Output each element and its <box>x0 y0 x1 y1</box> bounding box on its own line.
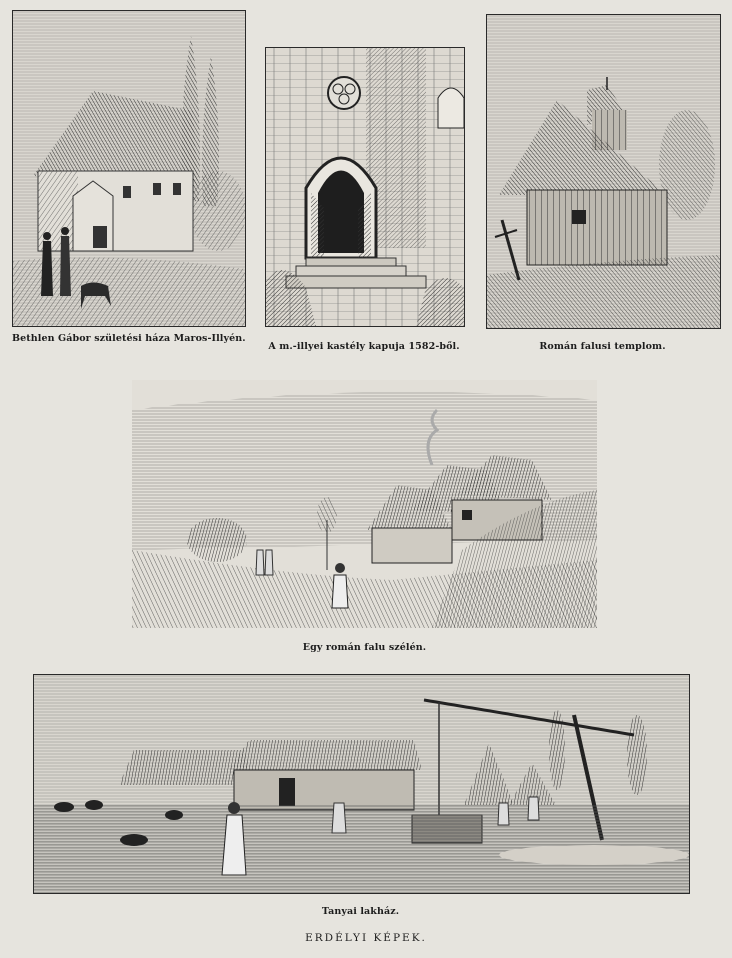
engraving-bethlen-house <box>12 10 246 327</box>
caption-figure-3: Román falusi templom. <box>539 341 666 352</box>
engraving-farmstead <box>33 674 690 894</box>
gateway-illustration <box>266 48 464 326</box>
caption-figure-5: Tanyai lakház. <box>321 906 400 917</box>
village-edge-illustration <box>132 380 597 628</box>
page-title: ERDÉLYI KÉPEK. <box>305 932 427 944</box>
church-illustration <box>487 15 720 328</box>
engraving-village-church <box>486 14 721 329</box>
engraving-castle-gateway <box>265 47 465 327</box>
caption-figure-1: Bethlen Gábor születési háza Maros-Illyén. <box>12 333 246 344</box>
farmstead-illustration <box>34 675 689 893</box>
house-illustration <box>13 11 245 326</box>
caption-figure-4: Egy román falu szélén. <box>302 642 427 653</box>
caption-figure-2: A m.-illyei kastély kapuja 1582-ből. <box>268 341 460 352</box>
engraving-village-edge <box>132 380 597 628</box>
